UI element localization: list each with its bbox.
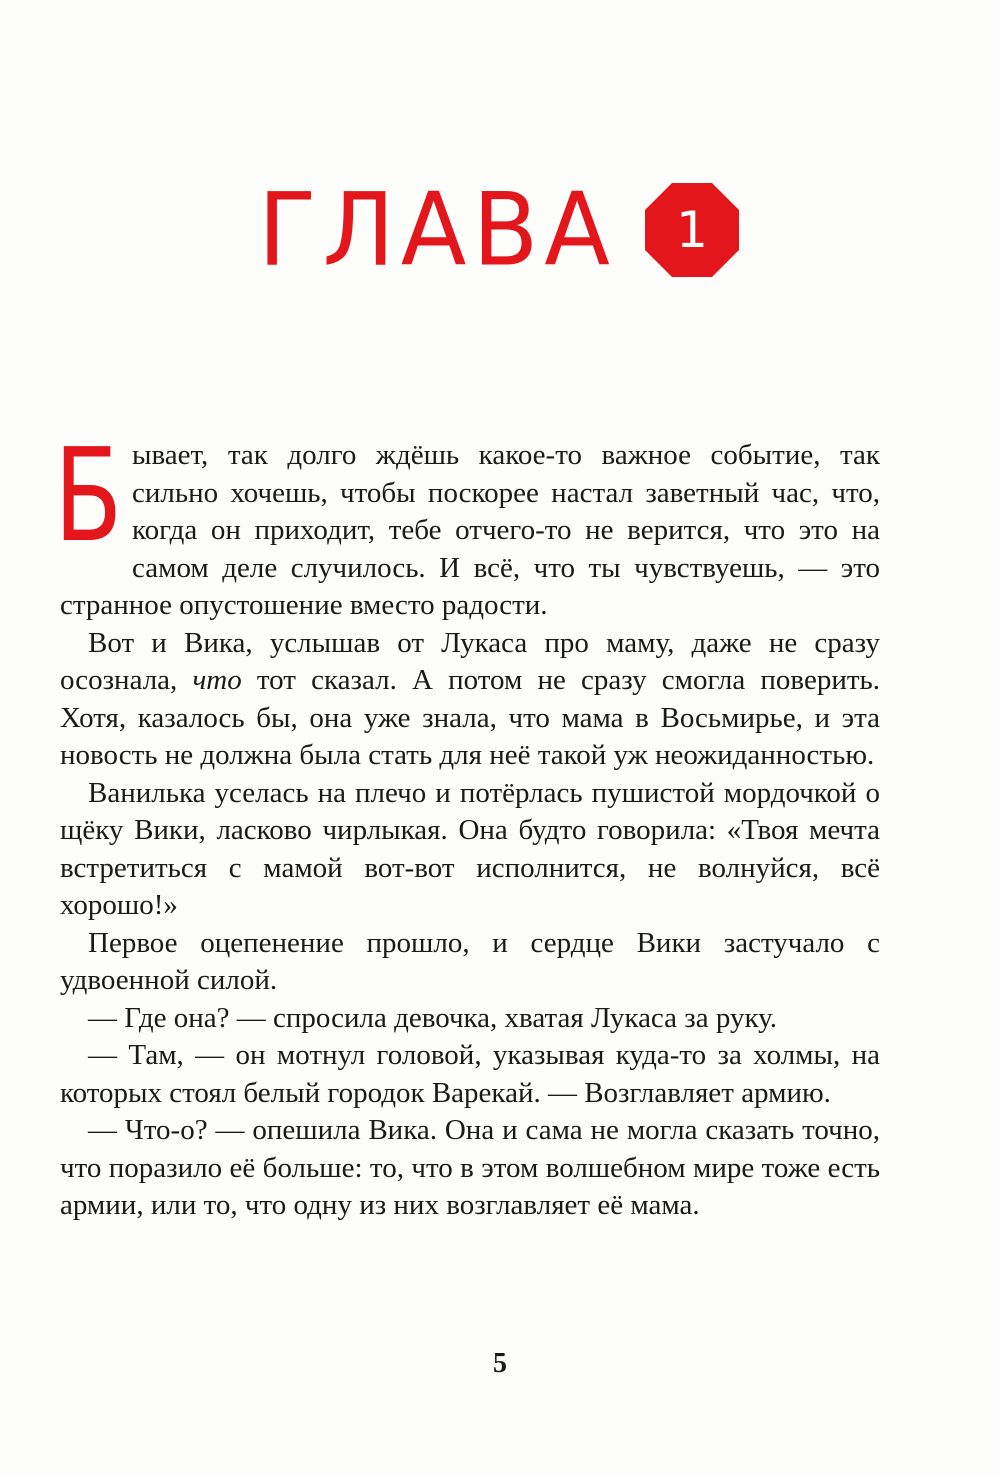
paragraph-2 [60,625,880,775]
paragraph-3: Ванилька уселась на плечо и потёрлась пушистой мордочкой о щёку Вики, ласково чирлыкая. Она будто говорила: «Твоя мечта встретиться с мамой вот-вот исполнится, не волнуйся, всё хорошо!» [60,776,880,921]
chapter-number-badge [642,180,742,280]
chapter-heading [0,171,1000,289]
paragraph-1-text: ывает, так долго ждёшь какое-то важное событие, так сильно хочешь, чтобы поскорее настал заветный час, что, когда он приходит, тебе отчего-то не верится, что это на самом деле случилось. И всё, что ты чувствуешь, — это странное опустошение вместо радости. [60,439,880,621]
drop-cap: Б [54,422,123,571]
paragraph-7: — Что-о? — опешила Вика. Она и сама не могла сказать точно, что поразило её больше: то, что в этом волшебном мире тоже есть армии, или то, что одну из них возглавляет её мама. [60,1114,880,1221]
paragraph-2-text-end: тот сказал. А потом не сразу смогла поверить. Хотя, казалось бы, она уже знала, что мама в Восьмирье, и эта новость не должна была стать для неё такой уж неожиданностью. [60,664,880,771]
chapter-text [54,422,880,1225]
paragraph-5: — Где она? — спросила девочка, хватая Лукаса за руку. [88,1001,778,1034]
paragraph-2-text-start: Вот и Вика, услышав от Лукаса про маму, даже не сразу осознала, [60,626,880,696]
paragraph-2-emphasis: что [192,664,242,696]
paragraph-4: Первое оцепенение прошло, и сердце Вики застучало с удвоенной силой. [60,926,880,996]
page-number: 5 [493,1348,507,1379]
chapter-title: ГЛАВА [258,171,616,289]
chapter-number: 1 [676,201,708,259]
paragraph-1 [54,422,880,625]
paragraph-6: — Там, — он мотнул головой, указывая куда-то за холмы, на которых стоял белый городок Варекай. — Возглавляет армию. [60,1039,880,1109]
